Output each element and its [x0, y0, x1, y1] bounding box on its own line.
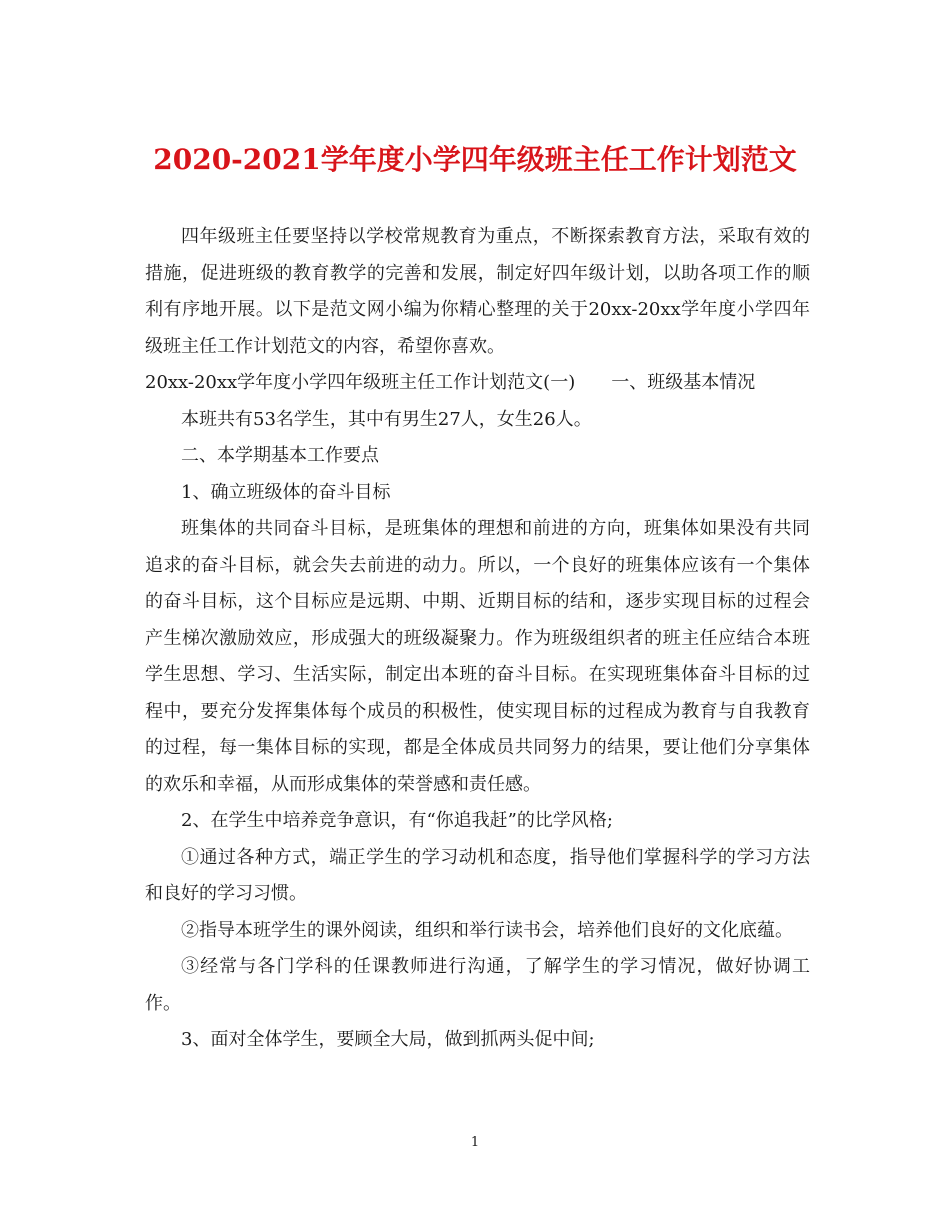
document-title: 2020-2021学年度小学四年级班主任工作计划范文	[153, 143, 797, 176]
paragraph-item-1: 1、确立班级体的奋斗目标	[181, 481, 391, 503]
document-body	[145, 219, 810, 1059]
paragraph-item-2: 2、在学生中培养竞争意识，有“你追我赶”的比学风格;	[181, 810, 613, 831]
paragraph-sub-2: ②指导本班学生的课外阅读，组织和举行读书会，培养他们良好的文化底蕴。	[181, 919, 793, 941]
paragraph-section-heading: 20xx-20xx学年度小学四年级班主任工作计划范文(一) 一、班级基本情况	[145, 372, 756, 393]
paragraph-sub-1: ①通过各种方式，端正学生的学习动机和态度，指导他们掌握科学的学习方法和良好的学习习惯。	[145, 846, 810, 904]
paragraph-class-info: 本班共有53名学生，其中有男生27人，女生26人。	[181, 408, 592, 430]
paragraph-heading-2: 二、本学期基本工作要点	[181, 445, 379, 466]
page-number: 1	[470, 1135, 480, 1150]
paragraph-item-3: 3、面对全体学生，要顾全大局，做到抓两头促中间;	[181, 1029, 595, 1050]
paragraph-sub-3: ③经常与各门学科的任课教师进行沟通，了解学生的学习情况，做好协调工作。	[145, 956, 810, 1014]
paragraph-intro: 四年级班主任要坚持以学校常规教育为重点，不断探索教育方法，采取有效的措施，促进班级的教育教学的完善和发展，制定好四年级计划，以助各项工作的顺利有序地开展。以下是范文网小编为你精心整理的关于20xx-20xx学年度小学四年级班主任工作计划范文的内容，希望你喜欢。	[145, 226, 810, 357]
paragraph-goal-detail: 班集体的共同奋斗目标，是班集体的理想和前进的方向，班集体如果没有共同追求的奋斗目标，就会失去前进的动力。所以，一个良好的班集体应该有一个集体的奋斗目标，这个目标应是远期、中期、近期目标的结和，逐步实现目标的过程会产生梯次激励效应，形成强大的班级凝聚力。作为班级组织者的班主任应结合本班学生思想、学习、生活实际，制定出本班的奋斗目标。在实现班集体奋斗目标的过程中，要充分发挥集体每个成员的积极性，使实现目标的过程成为教育与自我教育的过程，每一集体目标的实现，都是全体成员共同努力的结果，要让他们分享集体的欢乐和幸福，从而形成集体的荣誉感和责任感。	[145, 518, 810, 795]
